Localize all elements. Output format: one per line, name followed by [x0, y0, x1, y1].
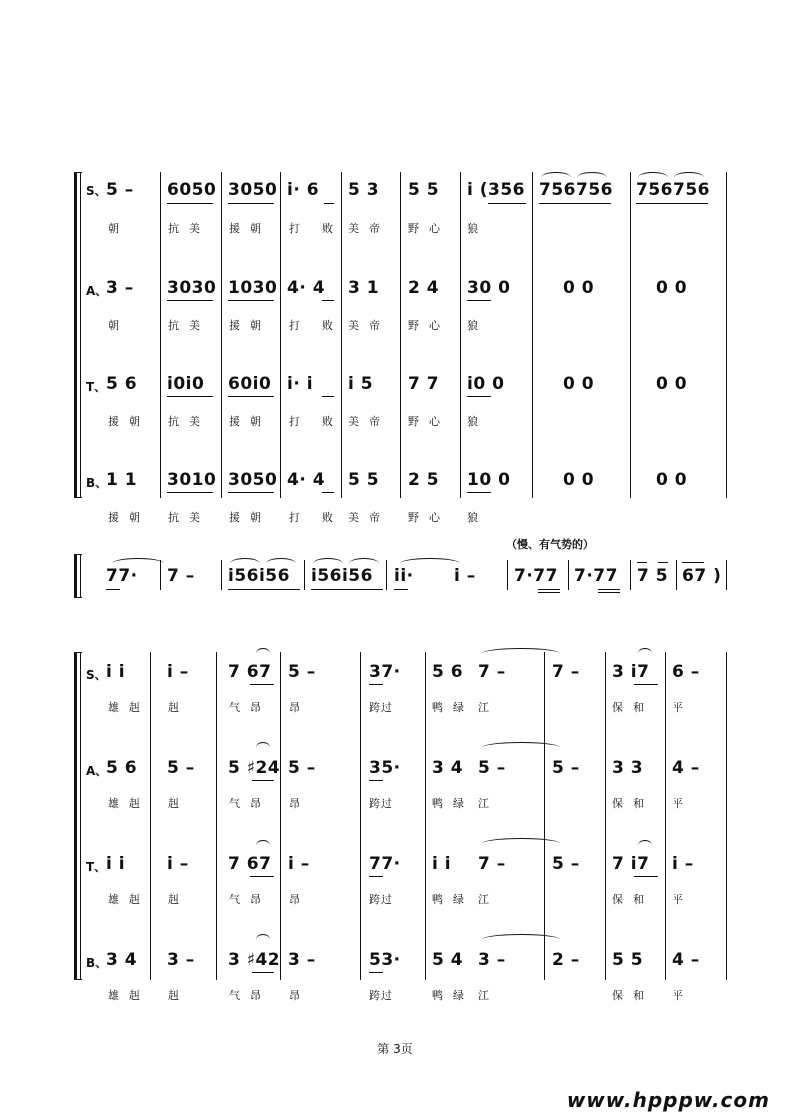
lyric: 援朝: [229, 415, 271, 428]
lyric: 美帝: [348, 511, 390, 524]
note-group: 7 –: [552, 662, 580, 682]
lyric: 昂: [289, 797, 310, 810]
lyric: 昂: [289, 701, 310, 714]
note-group: 7 –: [167, 566, 195, 586]
note-group: 5 5: [408, 180, 440, 200]
lyric: 江: [478, 797, 499, 810]
note-group: 5 –: [288, 662, 316, 682]
note-group: 2 5: [408, 470, 440, 490]
note-group: i· i: [287, 374, 314, 394]
lyric: 保和: [612, 989, 654, 1002]
voice-label-alto: A、: [86, 284, 108, 298]
lyric: 援朝: [108, 511, 150, 524]
lyric: 鸭绿: [432, 797, 474, 810]
lyric: 援朝: [229, 511, 271, 524]
note-group: i i: [432, 854, 452, 874]
note-group: 3 –: [106, 278, 134, 298]
note-group: 3 1: [348, 278, 380, 298]
lyric: 平: [672, 701, 693, 714]
lyric: 气昂: [229, 989, 271, 1002]
lyric: 跨过: [369, 893, 393, 906]
note-group: 0 0: [563, 278, 595, 298]
lyric: 赳: [168, 893, 189, 906]
note-group: 0 0: [563, 374, 595, 394]
lyric: 野心: [408, 222, 450, 235]
lyric: 保和: [612, 701, 654, 714]
lyric: 平: [672, 797, 693, 810]
note-group: i –: [288, 854, 310, 874]
lyric: 赳: [168, 797, 189, 810]
lyric: 野心: [408, 511, 450, 524]
page-number: 第 3页: [377, 1042, 413, 1056]
lyric: 鸭绿: [432, 989, 474, 1002]
voice-label-bass: B、: [86, 956, 108, 970]
lyric: 昂: [289, 893, 310, 906]
note-group: 60i0: [228, 374, 272, 394]
note-group: 1030: [228, 278, 278, 298]
note-group: 4· 4: [287, 470, 326, 490]
note-group: 3050: [228, 470, 278, 490]
lyric: 败: [322, 222, 343, 235]
note-group: 7 –: [478, 662, 506, 682]
note-group: i –: [454, 566, 476, 586]
tempo-marking: （慢、有气势的）: [506, 538, 594, 551]
note-group: 3 i7: [612, 662, 650, 682]
note-group: i56i56: [228, 566, 290, 586]
note-group: i56i56: [311, 566, 373, 586]
note-group: i –: [167, 662, 189, 682]
note-group: 3 –: [288, 950, 316, 970]
lyric: 气昂: [229, 893, 271, 906]
note-group: i –: [167, 854, 189, 874]
note-group: 5 5: [612, 950, 644, 970]
lyric: 败: [322, 511, 343, 524]
note-group: 756756: [636, 180, 710, 200]
note-group: 7 –: [478, 854, 506, 874]
note-group: 7 i7: [612, 854, 650, 874]
note-group: 5 –: [478, 758, 506, 778]
lyric: 抗美: [168, 511, 210, 524]
lyric: 美帝: [348, 222, 390, 235]
lyric: 雄赳: [108, 701, 150, 714]
lyric: 败: [322, 319, 343, 332]
note-group: 7·77: [574, 566, 618, 586]
note-group: 77·: [106, 566, 138, 586]
note-group: 5 –: [167, 758, 195, 778]
note-group: 0 0: [563, 470, 595, 490]
note-group: 3 3: [612, 758, 644, 778]
note-group: 5 –: [552, 854, 580, 874]
voice-label-alto: A、: [86, 764, 108, 778]
lyric: 狼: [467, 319, 488, 332]
lyric: 雄赳: [108, 989, 150, 1002]
system-bracket: [74, 652, 77, 980]
lyric: 江: [478, 893, 499, 906]
lyric: 抗美: [168, 222, 210, 235]
note-group: ii·: [394, 566, 414, 586]
lyric: 保和: [612, 797, 654, 810]
lyric: 跨过: [369, 701, 393, 714]
lyric: 平: [672, 989, 693, 1002]
lyric: 跨过: [369, 797, 393, 810]
lyric: 江: [478, 989, 499, 1002]
lyric: 打: [289, 319, 310, 332]
voice-label-tenor: T、: [86, 860, 107, 874]
lyric: 赳: [168, 989, 189, 1002]
note-group: i· 6: [287, 180, 320, 200]
lyric: 保和: [612, 893, 654, 906]
note-group: 4 –: [672, 950, 700, 970]
note-group: 6 –: [672, 662, 700, 682]
note-group: 7·77: [514, 566, 558, 586]
note-group: 10 0: [467, 470, 511, 490]
note-group: 37·: [369, 662, 401, 682]
lyric: 江: [478, 701, 499, 714]
note-group: 2 4: [408, 278, 440, 298]
note-group: i 5: [348, 374, 374, 394]
note-group: 3 4: [106, 950, 138, 970]
voice-label-soprano: S、: [86, 668, 107, 682]
lyric: 抗美: [168, 415, 210, 428]
note-group: 2 –: [552, 950, 580, 970]
note-group: 7 7: [408, 374, 440, 394]
note-group: i (356: [467, 180, 526, 200]
note-group: 1 1: [106, 470, 138, 490]
note-group: 5 5: [348, 470, 380, 490]
voice-label-tenor: T、: [86, 380, 107, 394]
note-group: i0 0: [467, 374, 505, 394]
note-group: 30 0: [467, 278, 511, 298]
note-group: 7 5: [637, 566, 669, 586]
lyric: 鸭绿: [432, 893, 474, 906]
note-group: 3 –: [478, 950, 506, 970]
lyric: 朝: [108, 222, 129, 235]
lyric: 赳: [168, 701, 189, 714]
note-group: i i: [106, 662, 126, 682]
note-group: i –: [672, 854, 694, 874]
lyric: 狼: [467, 222, 488, 235]
lyric: 美帝: [348, 415, 390, 428]
lyric: 野心: [408, 319, 450, 332]
note-group: 6050: [167, 180, 217, 200]
note-group: 4· 4: [287, 278, 326, 298]
voice-label-soprano: S、: [86, 184, 107, 198]
note-group: 53·: [369, 950, 401, 970]
lyric: 野心: [408, 415, 450, 428]
lyric: 援朝: [108, 415, 150, 428]
lyric: 狼: [467, 415, 488, 428]
note-group: 3030: [167, 278, 217, 298]
lyric: 援朝: [229, 319, 271, 332]
note-group: 5 –: [106, 180, 134, 200]
lyric: 跨过: [369, 989, 393, 1002]
lyric: 雄赳: [108, 893, 150, 906]
lyric: 援朝: [229, 222, 271, 235]
note-group: 4 –: [672, 758, 700, 778]
note-group: 5 4: [432, 950, 464, 970]
lyric: 朝: [108, 319, 129, 332]
lyric: 打: [289, 415, 310, 428]
note-group: 35·: [369, 758, 401, 778]
note-group: 7 67: [228, 854, 272, 874]
lyric: 败: [322, 415, 343, 428]
note-group: 5 –: [552, 758, 580, 778]
lyric: 美帝: [348, 319, 390, 332]
note-group: 7 67: [228, 662, 272, 682]
lyric: 平: [672, 893, 693, 906]
lyric: 狼: [467, 511, 488, 524]
note-group: 5 ♯24: [228, 758, 281, 778]
lyric: 抗美: [168, 319, 210, 332]
note-group: 756756: [539, 180, 613, 200]
note-group: 3050: [228, 180, 278, 200]
note-group: 0 0: [656, 278, 688, 298]
lyric: 气昂: [229, 701, 271, 714]
lyric: 鸭绿: [432, 701, 474, 714]
note-group: 5 –: [288, 758, 316, 778]
note-group: 77·: [369, 854, 401, 874]
site-watermark: www.hpppw.com: [566, 1088, 770, 1112]
note-group: 5 3: [348, 180, 380, 200]
note-group: 67 ): [682, 566, 722, 586]
note-group: 3010: [167, 470, 217, 490]
lyric: 气昂: [229, 797, 271, 810]
lyric: 昂: [289, 989, 310, 1002]
note-group: 0 0: [656, 470, 688, 490]
note-group: 5 6: [106, 758, 138, 778]
note-group: i0i0: [167, 374, 205, 394]
note-group: 5 6: [106, 374, 138, 394]
lyric: 雄赳: [108, 797, 150, 810]
note-group: i i: [106, 854, 126, 874]
note-group: 3 4: [432, 758, 464, 778]
note-group: 3 ♯42: [228, 950, 281, 970]
lyric: 打: [289, 222, 310, 235]
note-group: 5 6: [432, 662, 464, 682]
note-group: 0 0: [656, 374, 688, 394]
note-group: 3 –: [167, 950, 195, 970]
lyric: 打: [289, 511, 310, 524]
voice-label-bass: B、: [86, 476, 108, 490]
